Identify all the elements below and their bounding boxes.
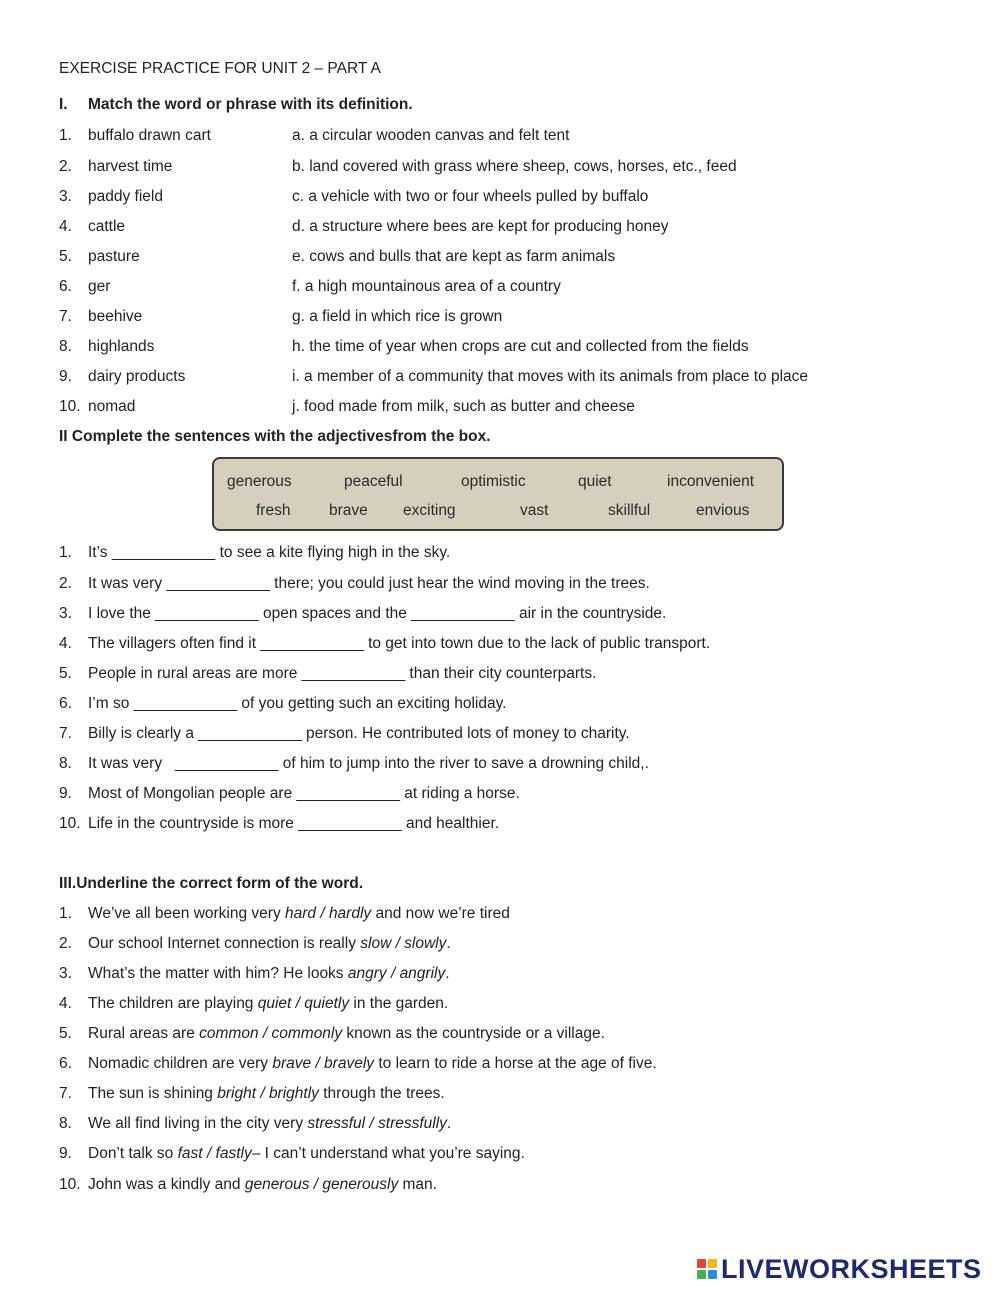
match-definition: i. a member of a community that moves with its animals from place to place — [292, 368, 809, 385]
sentence-text — [88, 993, 448, 1015]
word-choice[interactable]: slow / slowly — [360, 935, 447, 952]
answer-blank[interactable]: ____________ — [298, 815, 402, 832]
sentence-text — [88, 603, 666, 625]
sentence-part: . — [446, 1115, 452, 1132]
sentence-part: there; you could just hear the wind moving in the trees. — [269, 575, 650, 592]
match-row — [0, 276, 1000, 298]
item-number: 6. — [59, 1055, 72, 1072]
item-number: 9. — [59, 1145, 72, 1162]
sentence-text — [88, 1053, 657, 1075]
item-number: 1. — [59, 127, 72, 144]
word-choice[interactable]: angry / angrily — [347, 965, 446, 982]
item-number: 3. — [59, 188, 72, 205]
word-choice[interactable]: fast / fastly — [177, 1145, 252, 1162]
sentence-part: The children are playing — [88, 995, 258, 1012]
item-number: 8. — [59, 755, 72, 772]
sentence-part: The sun is shining — [88, 1085, 218, 1102]
match-row — [0, 336, 1000, 358]
box-word: vast — [520, 502, 549, 519]
match-word: dairy products — [88, 368, 186, 385]
item-number: 4. — [59, 635, 72, 652]
choice-row — [0, 1083, 1000, 1105]
match-row — [0, 125, 1000, 147]
sentence-row — [0, 693, 1000, 715]
sentence-text — [88, 542, 450, 564]
sentence-part: . — [445, 965, 450, 982]
box-word: fresh — [256, 502, 291, 519]
sentence-part: Life in the countryside is more — [88, 815, 299, 832]
sentence-part: I love the — [88, 605, 156, 622]
sentence-part: It was very — [88, 755, 175, 772]
box-word: quiet — [578, 473, 612, 490]
section2-title: II Complete the sentences with the adjectivesfrom the box. — [59, 428, 491, 445]
match-row — [0, 306, 1000, 328]
box-word: envious — [696, 502, 750, 519]
word-box — [212, 457, 784, 531]
sentence-part: . — [446, 935, 451, 952]
sentence-part: person. He contributed lots of money to charity. — [301, 725, 630, 742]
sentence-text — [88, 663, 596, 685]
sentence-part: Most of Mongolian people are — [88, 785, 297, 802]
answer-blank[interactable]: ____________ — [198, 725, 302, 742]
match-definition: f. a high mountainous area of a country — [292, 278, 561, 295]
match-definition: e. cows and bulls that are kept as farm animals — [292, 248, 616, 265]
match-word: nomad — [88, 398, 136, 415]
item-number: 6. — [59, 278, 72, 295]
choice-row — [0, 1113, 1000, 1135]
item-number: 7. — [59, 1085, 72, 1102]
match-definition: c. a vehicle with two or four wheels pulled by buffalo — [292, 188, 649, 205]
match-word: highlands — [88, 338, 155, 355]
match-word: pasture — [88, 248, 140, 265]
item-number: 2. — [59, 575, 72, 592]
choice-row — [0, 1174, 1000, 1196]
sentence-part: John was a kindly and — [88, 1176, 245, 1193]
choice-row — [0, 1023, 1000, 1045]
item-number: 6. — [59, 695, 72, 712]
word-choice[interactable]: stressful / stressfully — [307, 1115, 447, 1132]
answer-blank[interactable]: ____________ — [301, 665, 406, 682]
item-number: 4. — [59, 218, 72, 235]
sentence-part: at riding a horse. — [399, 785, 520, 802]
word-choice[interactable]: quiet / quietly — [257, 995, 350, 1012]
answer-blank[interactable]: ____________ — [260, 635, 364, 652]
match-word: ger — [88, 278, 111, 295]
box-word: inconvenient — [667, 473, 755, 490]
sentence-row — [0, 542, 1000, 564]
answer-blank[interactable]: ____________ — [111, 544, 216, 561]
sentence-text — [88, 933, 451, 955]
sentence-part: Nomadic children are very — [88, 1055, 273, 1072]
box-word: exciting — [403, 502, 456, 519]
sentence-row — [0, 663, 1000, 685]
sentence-part: and healthier. — [401, 815, 500, 832]
sentence-part: It was very — [88, 575, 167, 592]
choice-row — [0, 963, 1000, 985]
sentence-part: known as the countryside or a village. — [342, 1025, 605, 1042]
sentence-text — [88, 693, 507, 715]
sentence-text — [88, 753, 649, 775]
sentence-row — [0, 573, 1000, 595]
sentence-part: What’s the matter with him? He looks — [88, 965, 348, 982]
sentence-part: through the trees. — [318, 1085, 445, 1102]
sentence-part: It’s — [88, 544, 112, 561]
box-word: generous — [227, 473, 292, 490]
page-title: EXERCISE PRACTICE FOR UNIT 2 – PART A — [59, 60, 381, 77]
choice-row — [0, 903, 1000, 925]
item-number: 7. — [59, 725, 72, 742]
answer-blank[interactable]: ____________ — [166, 575, 270, 592]
logo-text: LIVEWORKSHEETS — [721, 1253, 982, 1284]
choice-row — [0, 993, 1000, 1015]
answer-blank[interactable]: ____________ — [411, 605, 515, 622]
match-definition: d. a structure where bees are kept for producing honey — [292, 218, 669, 235]
sentence-part: to learn to ride a horse at the age of five. — [374, 1055, 657, 1072]
item-number: 8. — [59, 338, 72, 355]
sentence-text — [88, 573, 650, 595]
sentence-row — [0, 723, 1000, 745]
match-row — [0, 246, 1000, 268]
sentence-part: to see a kite flying high in the sky. — [215, 544, 451, 561]
match-word: paddy field — [88, 188, 163, 205]
word-choice[interactable]: generous / generously — [244, 1176, 399, 1193]
word-choice[interactable]: brave / bravely — [272, 1055, 375, 1072]
sentence-part: We all find living in the city very — [88, 1115, 308, 1132]
match-row — [0, 396, 1000, 418]
sentence-part: to get into town due to the lack of public transport. — [363, 635, 711, 652]
match-definition: h. the time of year when crops are cut and collected from the fields — [292, 338, 749, 355]
sentence-part: I’m so — [88, 695, 134, 712]
sentence-row — [0, 753, 1000, 775]
item-number: 8. — [59, 1115, 72, 1132]
item-number: 5. — [59, 665, 72, 682]
word-choice[interactable]: common / commonly — [199, 1025, 343, 1042]
sentence-text — [88, 783, 520, 805]
box-word: peaceful — [344, 473, 403, 490]
answer-blank[interactable]: ____________ — [175, 755, 279, 772]
item-number: 10. — [59, 398, 81, 415]
match-row — [0, 186, 1000, 208]
sentence-text — [88, 1023, 605, 1045]
sentence-text — [88, 813, 499, 835]
item-number: 10. — [59, 815, 81, 832]
sentence-row — [0, 783, 1000, 805]
word-choice[interactable]: bright / brightly — [217, 1085, 319, 1102]
sentence-part: man. — [398, 1176, 437, 1193]
sentence-part: Our school Internet connection is really — [88, 935, 361, 952]
sentence-part: open spaces and the — [258, 605, 412, 622]
match-word: buffalo drawn cart — [88, 127, 211, 144]
match-row — [0, 216, 1000, 238]
sentence-part: We’ve all been working very — [88, 905, 285, 922]
section1-number: I. — [59, 96, 68, 113]
sentence-text — [88, 1113, 451, 1135]
section3-title: III.Underline the correct form of the word. — [59, 875, 364, 892]
box-word: skillful — [608, 502, 651, 519]
match-definition: a. a circular wooden canvas and felt tent — [292, 127, 570, 144]
sentence-part: in the garden. — [349, 995, 449, 1012]
match-definition: g. a field in which rice is grown — [292, 308, 503, 325]
sentence-text — [88, 1174, 437, 1196]
item-number: 3. — [59, 605, 72, 622]
item-number: 9. — [59, 785, 72, 802]
choice-row — [0, 933, 1000, 955]
item-number: 9. — [59, 368, 72, 385]
sentence-part: and now we’re tired — [371, 905, 510, 922]
sentence-text — [88, 903, 510, 925]
word-choice[interactable]: hard / hardly — [285, 905, 372, 922]
sentence-part: than their city counterparts. — [405, 665, 597, 682]
choice-row — [0, 1053, 1000, 1075]
choice-row — [0, 1143, 1000, 1165]
item-number: 3. — [59, 965, 72, 982]
item-number: 1. — [59, 905, 72, 922]
sentence-part: of him to jump into the river to save a drowning child,. — [278, 755, 649, 772]
match-word: harvest time — [88, 158, 173, 175]
item-number: 4. — [59, 995, 72, 1012]
logo-blocks-icon — [697, 1259, 717, 1279]
sentence-part: air in the countryside. — [514, 605, 667, 622]
liveworksheets-logo — [697, 1254, 982, 1284]
sentence-text — [88, 1143, 525, 1165]
sentence-row — [0, 633, 1000, 655]
match-word: cattle — [88, 218, 126, 235]
sentence-part: Don’t talk so — [88, 1145, 178, 1162]
match-row — [0, 156, 1000, 178]
sentence-part: People in rural areas are more — [88, 665, 302, 682]
answer-blank[interactable]: ____________ — [133, 695, 238, 712]
section1-title: Match the word or phrase with its definition. — [88, 96, 413, 113]
sentence-row — [0, 603, 1000, 625]
item-number: 10. — [59, 1176, 81, 1193]
box-word: optimistic — [461, 473, 526, 490]
item-number: 2. — [59, 935, 72, 952]
answer-blank[interactable]: ____________ — [155, 605, 259, 622]
match-definition: j. food made from milk, such as butter and cheese — [292, 398, 635, 415]
sentence-part: Rural areas are — [88, 1025, 200, 1042]
sentence-text — [88, 633, 710, 655]
sentence-text — [88, 723, 630, 745]
match-word: beehive — [88, 308, 143, 325]
match-definition: b. land covered with grass where sheep, cows, horses, etc., feed — [292, 158, 737, 175]
item-number: 7. — [59, 308, 72, 325]
sentence-part: Billy is clearly a — [88, 725, 199, 742]
sentence-part: – I can’t understand what you’re saying. — [251, 1145, 525, 1162]
item-number: 1. — [59, 544, 72, 561]
sentence-row — [0, 813, 1000, 835]
item-number: 5. — [59, 248, 72, 265]
match-row — [0, 366, 1000, 388]
sentence-text — [88, 1083, 445, 1105]
item-number: 2. — [59, 158, 72, 175]
sentence-part: The villagers often find it — [88, 635, 261, 652]
box-word: brave — [329, 502, 368, 519]
sentence-part: of you getting such an exciting holiday. — [237, 695, 507, 712]
answer-blank[interactable]: ____________ — [296, 785, 400, 802]
sentence-text — [88, 963, 450, 985]
item-number: 5. — [59, 1025, 72, 1042]
